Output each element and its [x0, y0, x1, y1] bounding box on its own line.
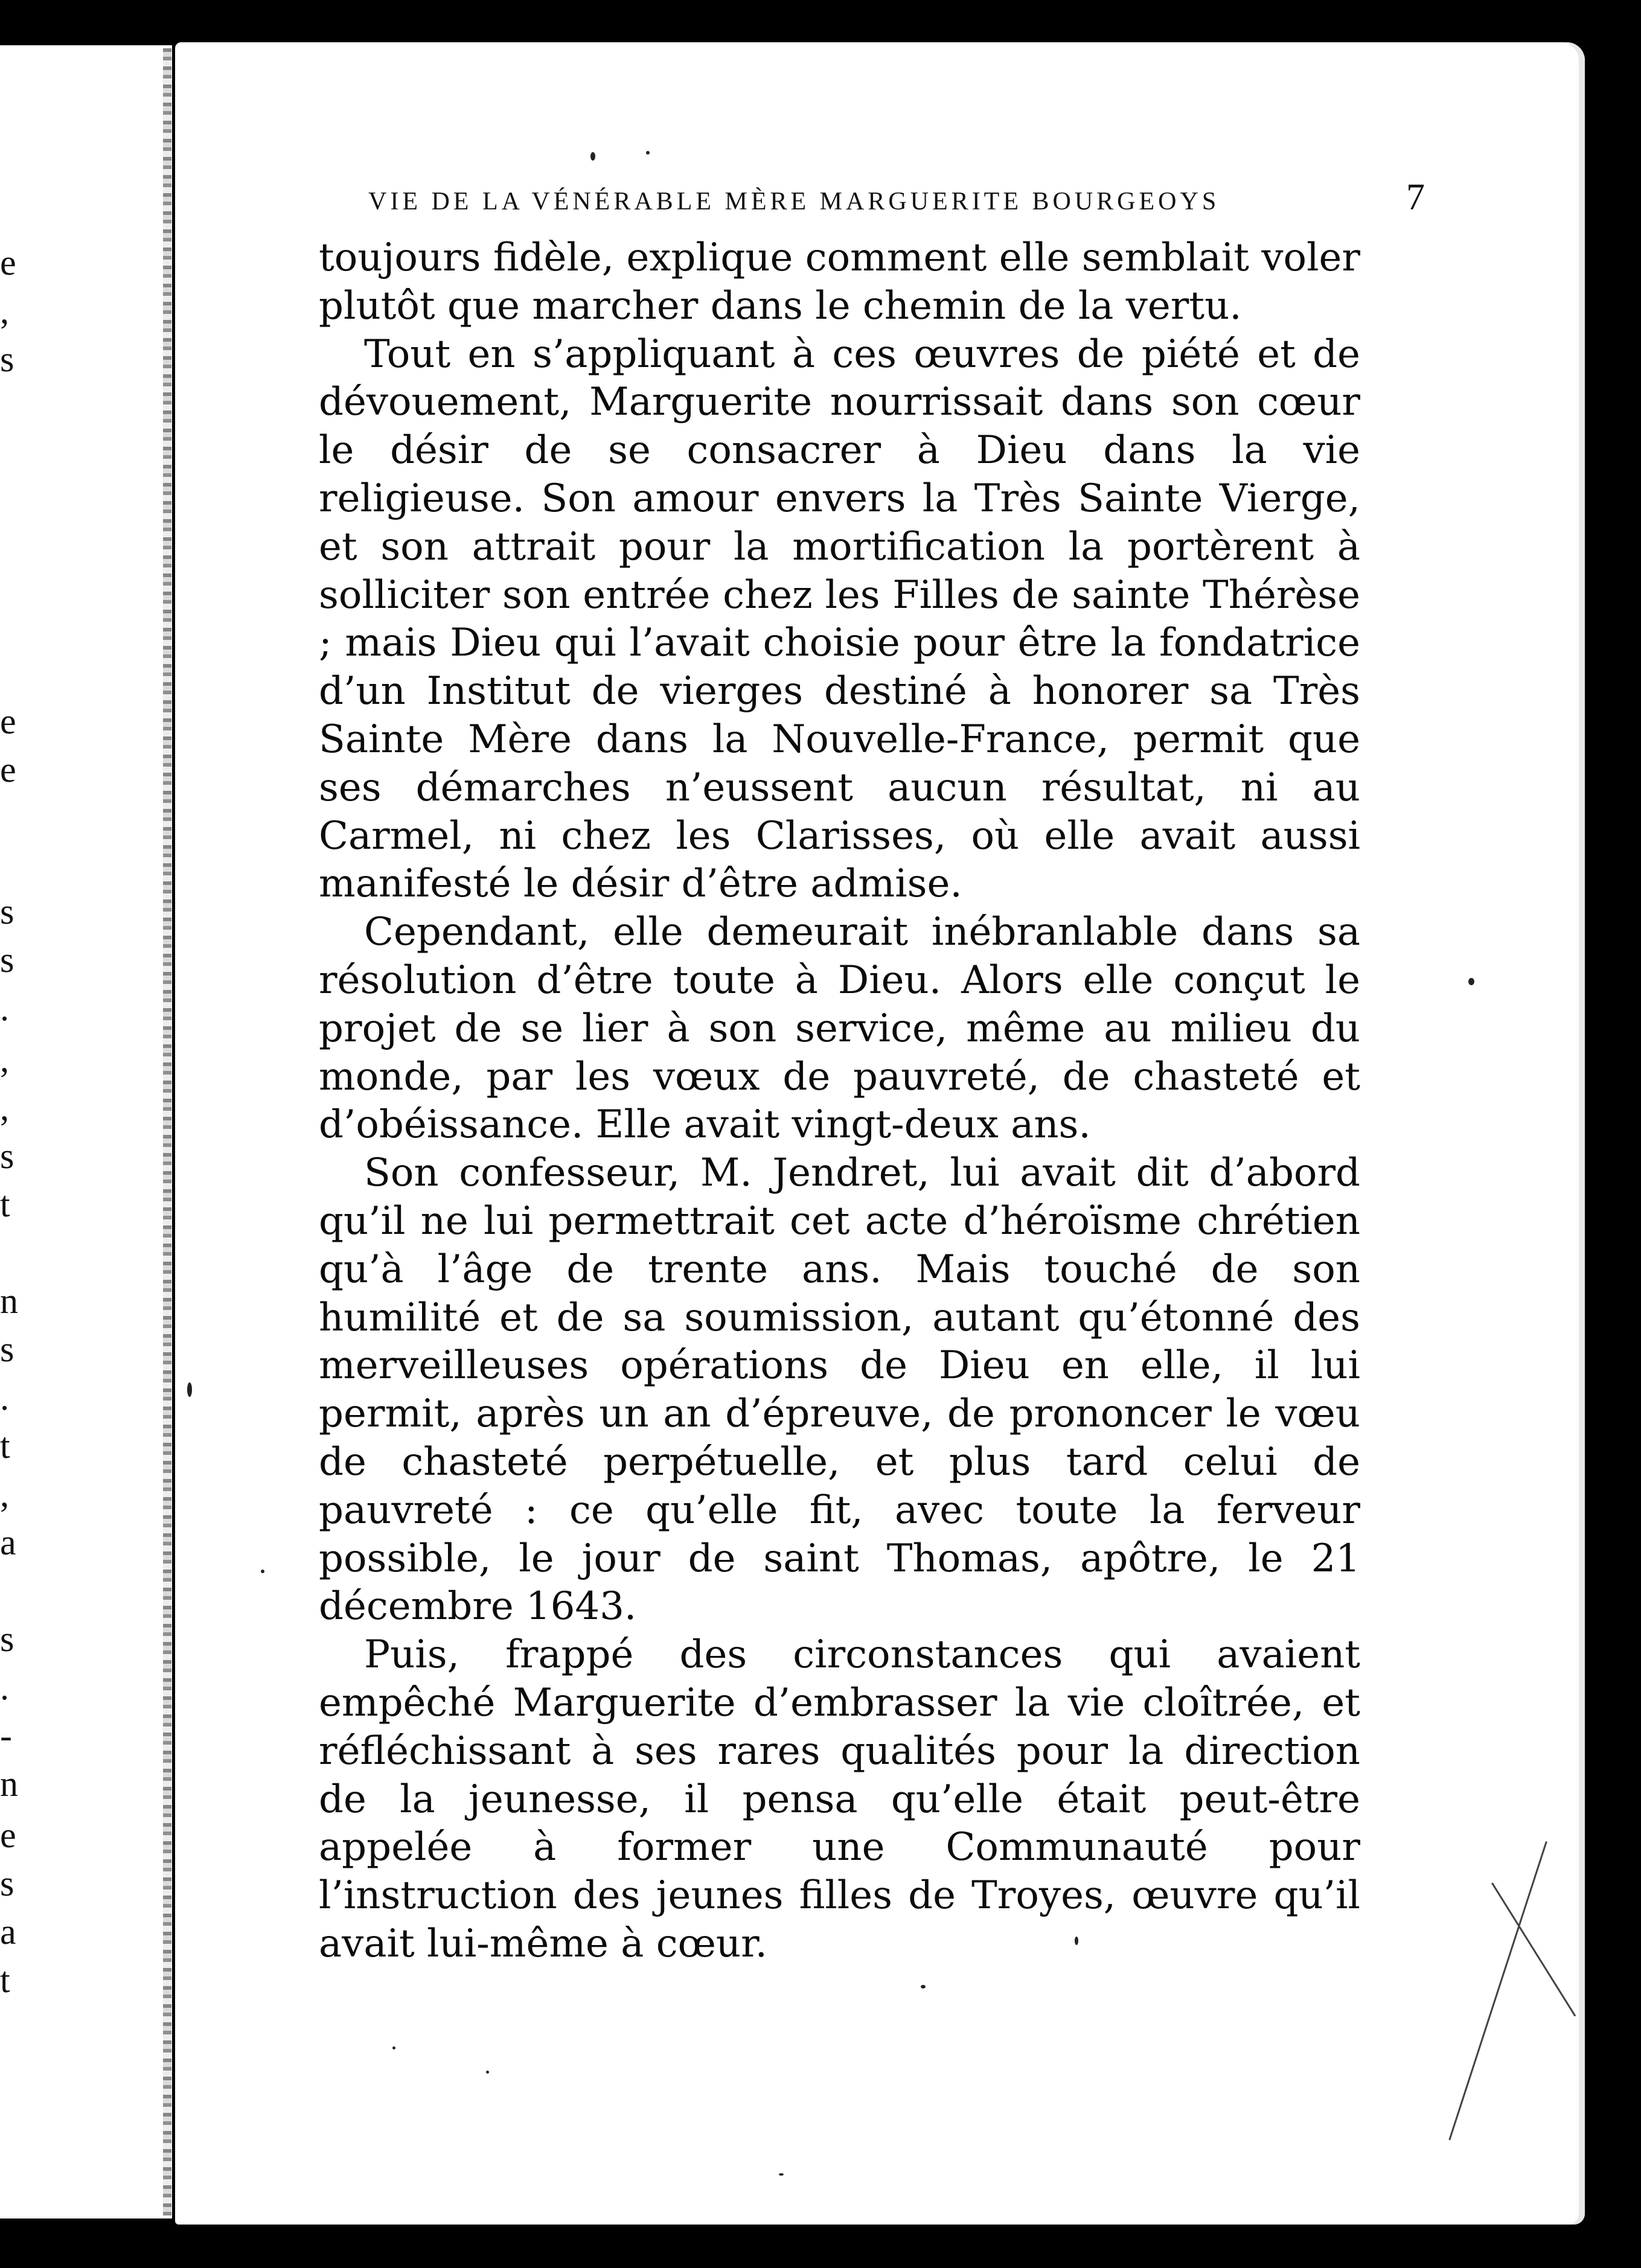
- previous-page-fragment: s: [0, 1619, 14, 1659]
- previous-page-fragment: ,: [0, 1040, 9, 1079]
- previous-page-fragment: n: [0, 1281, 18, 1321]
- previous-page-fragment: t: [0, 1426, 10, 1466]
- previous-page-fragment: e: [0, 243, 16, 283]
- dust-speck: [779, 2173, 784, 2176]
- previous-page-fragment: ,: [0, 1474, 9, 1514]
- previous-page-fragment: a: [0, 1912, 16, 1952]
- running-header: [368, 176, 1425, 225]
- previous-page-fragment: s: [0, 1136, 14, 1176]
- previous-page-fragment: a: [0, 1522, 16, 1562]
- dust-speck: [921, 1985, 926, 1988]
- previous-page-fragment: s: [0, 339, 14, 379]
- previous-page-fragment: e: [0, 701, 16, 741]
- running-title: VIE DE LA VÉNÉRABLE MÈRE MARGUERITE BOURGEOYS: [368, 188, 1220, 216]
- previous-page-fragment: t: [0, 1184, 10, 1224]
- previous-page-fragment: -: [0, 1716, 12, 1755]
- paragraph: Cependant, elle demeurait inébranlable dans sa résolution d’être toute à Dieu. Alors elle conçut le projet de se lier à son service, même au milieu du monde, par les vœux de pauvreté, de chasteté et d’obéissance. Elle avait vingt-deux ans.: [319, 910, 1360, 1148]
- previous-page-fragment: e: [0, 750, 16, 790]
- previous-page-fragment: ,: [0, 1088, 9, 1128]
- previous-page-fragment: ,: [0, 291, 9, 331]
- paragraph: Puis, frappé des circonstances qui avaient empêché Marguerite d’embrasser la vie cloîtrée, et réfléchissant à ses rares qualités pour la direction de la jeunesse, il pensa qu’elle était peut-être appelée à former une Communauté pour l’instruction des jeunes filles de Troyes, œuvre qu’il avait lui-même à cœur.: [319, 1632, 1360, 1966]
- previous-page-fragment: .: [0, 1667, 9, 1707]
- previous-page-fragment: s: [0, 1864, 14, 1903]
- paragraph: Son confesseur, M. Jendret, lui avait dit d’abord qu’il ne lui permettrait cet acte d’héroïsme chrétien qu’à l’âge de trente ans. Mais touché de son humilité et de sa soumission, autant qu’étonné des merveilleuses opérations de Dieu en elle, il lui permit, après un an d’épreuve, de prononcer le vœu de chasteté perpétuelle, et plus tard celui de pauvreté : ce qu’elle fit, avec toute la ferveur possible, le jour de saint Thomas, apôtre, le 21 décembre 1643.: [319, 1151, 1360, 1629]
- previous-page-fragment: e: [0, 1815, 16, 1855]
- body-text: [319, 234, 1360, 1969]
- previous-page-margin: [0, 45, 172, 2218]
- paragraph: Tout en s’appliquant à ces œuvres de piété et de dévouement, Marguerite nourrissait dans son cœur le désir de se consacrer à Dieu dans la vie religieuse. Son amour envers la Très Sainte Vierge, et son attrait pour la mortification la portèrent à solliciter son entrée chez les Filles de sainte Thérèse ; mais Dieu qui l’avait choisie pour être la fondatrice d’un Institut de vierges destiné à honorer sa Très Sainte Mère dans la Nouvelle-France, permit que ses démarches n’eussent aucun résultat, ni au Carmel, ni chez les Clarisses, où elle avait aussi manifesté le désir d’être admise.: [319, 331, 1360, 907]
- previous-page-fragment: t: [0, 1960, 10, 2000]
- dust-speck: [1075, 1937, 1078, 1945]
- dust-speck: [1468, 978, 1474, 985]
- previous-page-fragment: n: [0, 1764, 18, 1804]
- previous-page-fragment: s: [0, 940, 14, 980]
- dust-speck: [392, 2046, 395, 2049]
- previous-page-fragment: s: [0, 892, 14, 931]
- dust-speck: [486, 2071, 489, 2074]
- paragraph: toujours fidèle, explique comment elle semblait voler plutôt que marcher dans le chemin de la vertu.: [319, 235, 1360, 328]
- dust-speck: [590, 152, 595, 161]
- previous-page-fragment: s: [0, 1329, 14, 1369]
- previous-page-fragment: .: [0, 1378, 9, 1417]
- dust-speck: [646, 151, 650, 155]
- dust-speck: [261, 1570, 264, 1573]
- page-number: 7: [1406, 177, 1425, 218]
- dust-speck: [187, 1382, 192, 1397]
- page-gutter-edge: [163, 48, 171, 2215]
- previous-page-fragment: .: [0, 988, 9, 1028]
